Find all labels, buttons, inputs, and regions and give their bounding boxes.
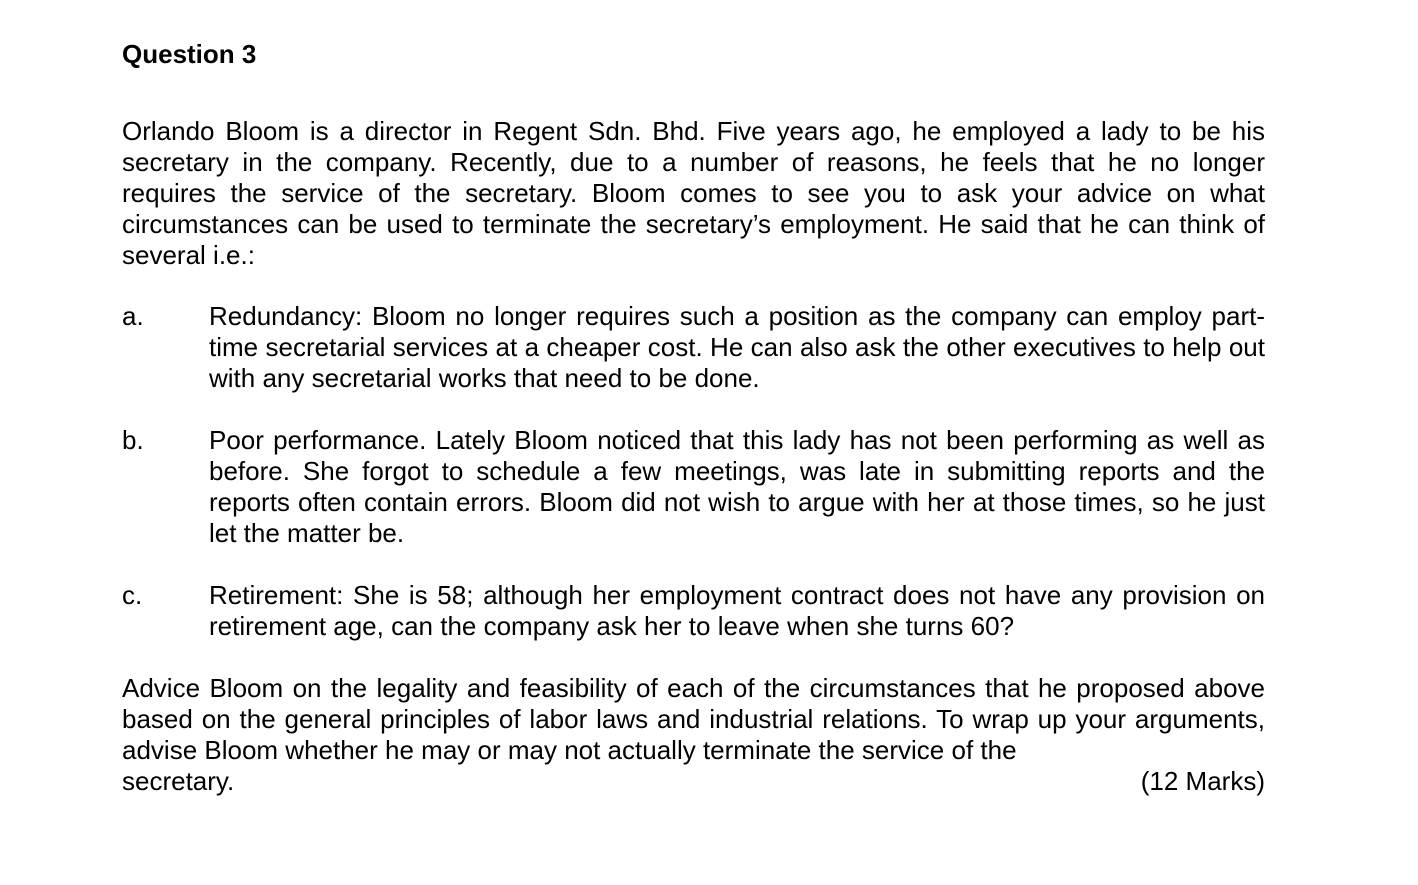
list-item	[122, 301, 1265, 394]
item-label: c.	[122, 580, 143, 610]
question-instruction: Advice Bloom on the legality and feasibility of each of the circumstances that he proposed above based on the general principles of labor laws and industrial relations. To wrap up your arguments, advise Bloom whether he may or may not actually terminate the service of the	[122, 673, 1265, 765]
item-label: a.	[122, 301, 144, 331]
instruction-last-word: secretary.	[122, 766, 235, 796]
question-page	[122, 38, 1265, 797]
list-item	[122, 580, 1265, 642]
marks-label: (12 Marks)	[1140, 766, 1265, 796]
list-item	[122, 425, 1265, 549]
item-text: Poor performance. Lately Bloom noticed that this lady has not been performing as well as before. She forgot to schedule a few meetings, was late in submitting reports and the reports often contain errors. Bloom did not wish to argue with her at those times, so he just let the matter be.	[209, 425, 1265, 548]
question-title: Question 3	[122, 39, 257, 69]
instruction-final-line	[122, 766, 1265, 797]
item-text: Retirement: She is 58; although her employment contract does not have any provision on retirement age, can the company ask her to leave when she turns 60?	[209, 580, 1265, 641]
circumstance-list	[122, 301, 1265, 642]
item-label: b.	[122, 425, 144, 455]
item-text: Redundancy: Bloom no longer requires such a position as the company can employ part-time secretarial services at a cheaper cost. He can also ask the other executives to help out with any secretarial works that need to be done.	[209, 301, 1265, 393]
question-intro: Orlando Bloom is a director in Regent Sdn. Bhd. Five years ago, he employed a lady to be his secretary in the company. Recently, due to a number of reasons, he feels that he no longer requires the service of the secretary. Bloom comes to see you to ask your advice on what circumstances can be used to terminate the secretary’s employment. He said that he can think of several i.e.:	[122, 116, 1265, 270]
